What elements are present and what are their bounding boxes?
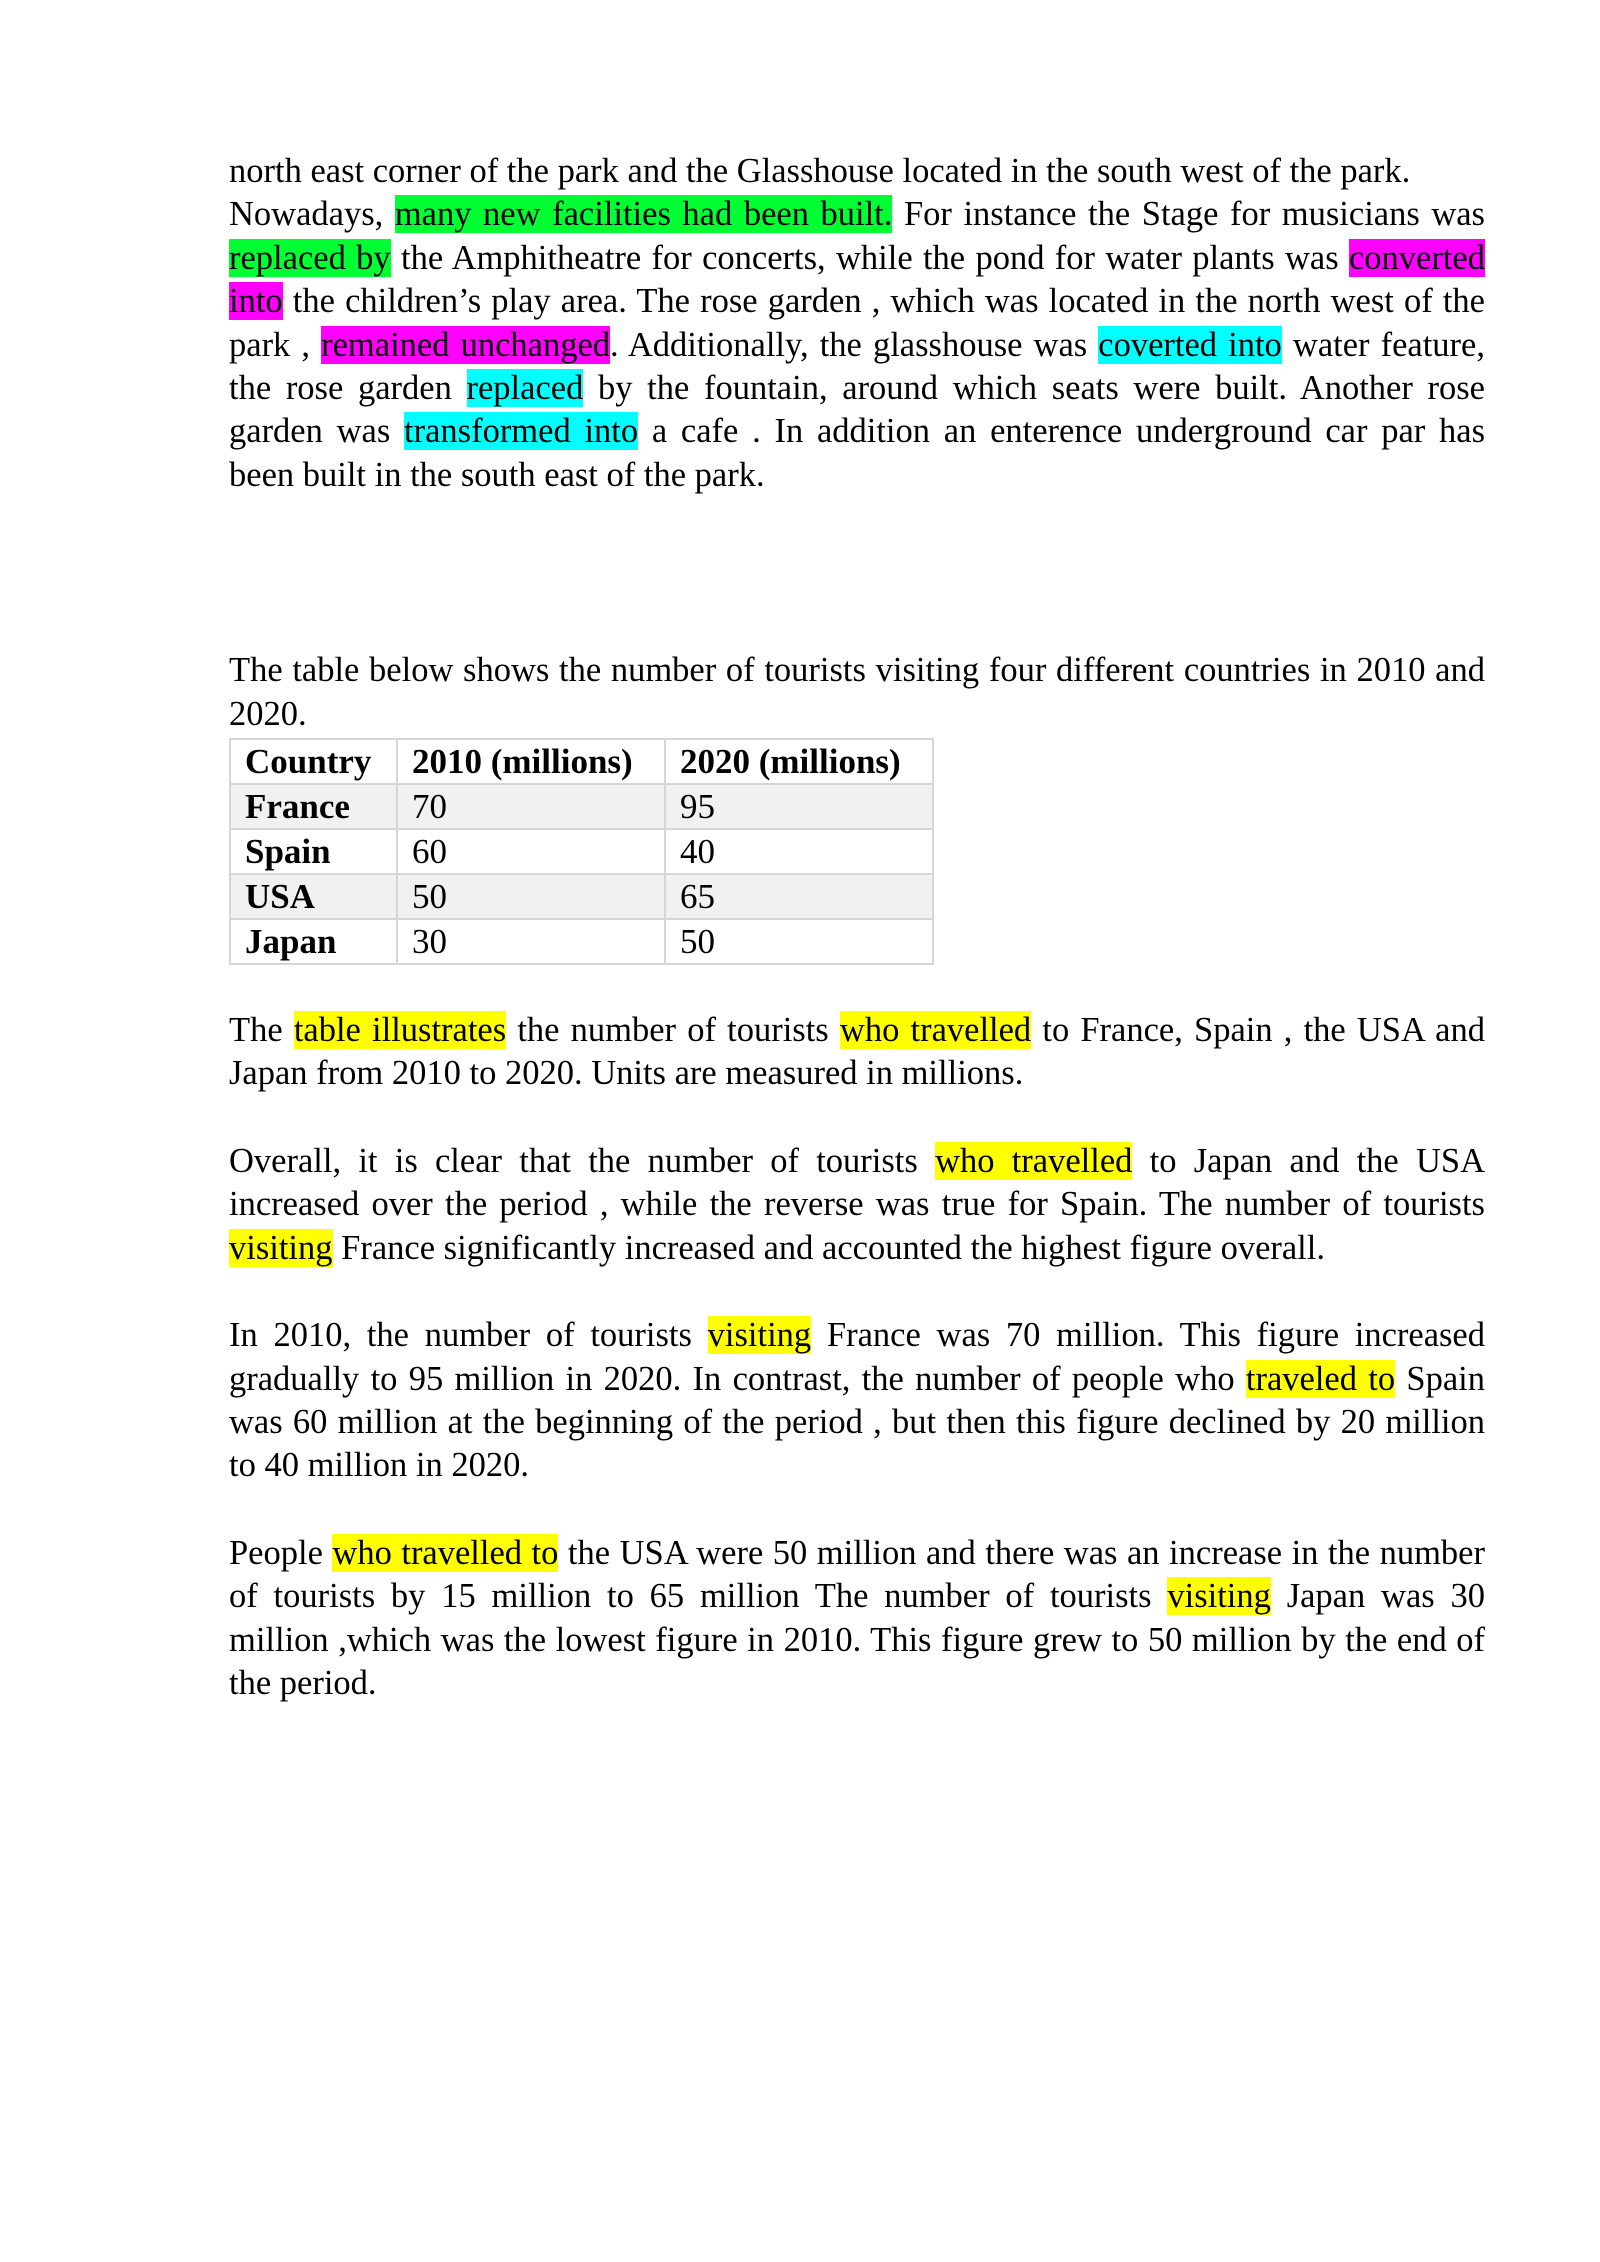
text-segment: the number of tourists: [506, 1011, 840, 1050]
document-page: [229, 150, 1485, 1705]
highlight-phrase: transformed into: [404, 412, 639, 451]
text-segment: People: [229, 1533, 333, 1572]
text-segment: a cafe . In addition an enterence underground car par has been built in the south east of the park.: [229, 412, 1485, 494]
highlight-phrase: converted into: [229, 238, 1485, 321]
text-segment: the children’s play area. The rose garden , which was located in the north west of the park ,: [229, 282, 1485, 364]
table-row: [230, 919, 933, 964]
text-segment: For instance the Stage for musicians was: [892, 195, 1485, 234]
text-segment: the Amphitheatre for concerts, while the pond for water plants was: [390, 238, 1349, 277]
paragraph-overview: [229, 1140, 1485, 1270]
table-cell: 65: [665, 874, 933, 919]
text-segment: to Japan and the USA increased over the period , while the reverse was true for Spain. The number of tourists: [229, 1141, 1485, 1224]
table-cell-country: Spain: [230, 829, 397, 874]
section-spacer: [229, 497, 1485, 649]
highlight-phrase: table illustrates: [293, 1011, 507, 1050]
table-cell: 50: [665, 919, 933, 964]
highlight-phrase: replaced by: [229, 238, 391, 277]
highlight-phrase: many new facilities had been built.: [394, 195, 893, 234]
text-segment: . Additionally, the glasshouse was: [610, 325, 1099, 364]
table-cell-country: USA: [230, 874, 397, 919]
paragraph-spacer: [229, 1270, 1485, 1314]
highlight-phrase: visiting: [1167, 1577, 1271, 1616]
text-segment: Nowadays,: [229, 195, 395, 234]
table-cell: 60: [397, 829, 665, 874]
paragraph-spacer: [229, 965, 1485, 1009]
paragraph-body-1: [229, 1314, 1485, 1488]
table-cell-country: France: [230, 784, 397, 829]
table-cell: 95: [665, 784, 933, 829]
text-segment: France was 70 million. This figure increased gradually to 95 million in 2020. In contrast, the number of people who: [229, 1316, 1485, 1398]
table-header-cell: 2010 (millions): [397, 739, 665, 784]
text-segment: Spain was 60 million at the beginning of the period , but then this figure declined by 20 million to 40 million in 2020.: [229, 1359, 1485, 1485]
paragraph-park-changes: [229, 193, 1485, 497]
tourists-table: [229, 738, 934, 965]
text-segment: water feature, the rose garden: [229, 325, 1485, 408]
table-header-cell: Country: [230, 739, 397, 784]
highlight-phrase: who travelled: [839, 1011, 1032, 1050]
table-cell-country: Japan: [230, 919, 397, 964]
highlight-phrase: who travelled to: [332, 1533, 559, 1572]
highlight-phrase: who travelled: [935, 1141, 1133, 1180]
paragraph-spacer: [229, 1096, 1485, 1140]
text-segment: In 2010, the number of tourists: [229, 1316, 708, 1355]
paragraph-spacer: [229, 1488, 1485, 1532]
table-header-cell: 2020 (millions): [665, 739, 933, 784]
table-cell: 30: [397, 919, 665, 964]
highlight-phrase: replaced: [466, 369, 584, 408]
text-segment: by the fountain, around which seats were built. Another rose garden was: [229, 369, 1485, 451]
table-row: [230, 784, 933, 829]
highlight-phrase: remained unchanged: [321, 325, 611, 364]
highlight-phrase: visiting: [707, 1316, 812, 1355]
text-segment: The: [229, 1011, 294, 1050]
highlight-phrase: visiting: [229, 1228, 333, 1267]
text-segment: the USA were 50 million and there was an increase in the number of tourists by 15 million to 65 million The number of tourists: [229, 1533, 1485, 1616]
text-segment: Japan was 30 million ,which was the lowest figure in 2010. This figure grew to 50 million by the end of the period.: [229, 1577, 1485, 1702]
table-row: [230, 874, 933, 919]
text-segment: Overall, it is clear that the number of tourists: [229, 1141, 936, 1180]
table-cell: 70: [397, 784, 665, 829]
highlight-phrase: coverted into: [1098, 325, 1282, 364]
table-header-row: [230, 739, 933, 784]
task-prompt: The table below shows the number of tourists visiting four different countries in 2010 and 2020.: [229, 651, 1485, 733]
text-segment: to France, Spain , the USA and Japan from 2010 to 2020. Units are measured in millions.: [229, 1011, 1485, 1093]
table-cell: 50: [397, 874, 665, 919]
table-row: [230, 829, 933, 874]
highlight-phrase: traveled to: [1245, 1359, 1396, 1398]
table-cell: 40: [665, 829, 933, 874]
text-segment: France significantly increased and accounted the highest figure overall.: [332, 1228, 1325, 1267]
paragraph-body-2: [229, 1532, 1485, 1706]
paragraph-park-intro: north east corner of the park and the Glasshouse located in the south west of the park.: [229, 152, 1411, 190]
paragraph-introduction: [229, 1009, 1485, 1096]
